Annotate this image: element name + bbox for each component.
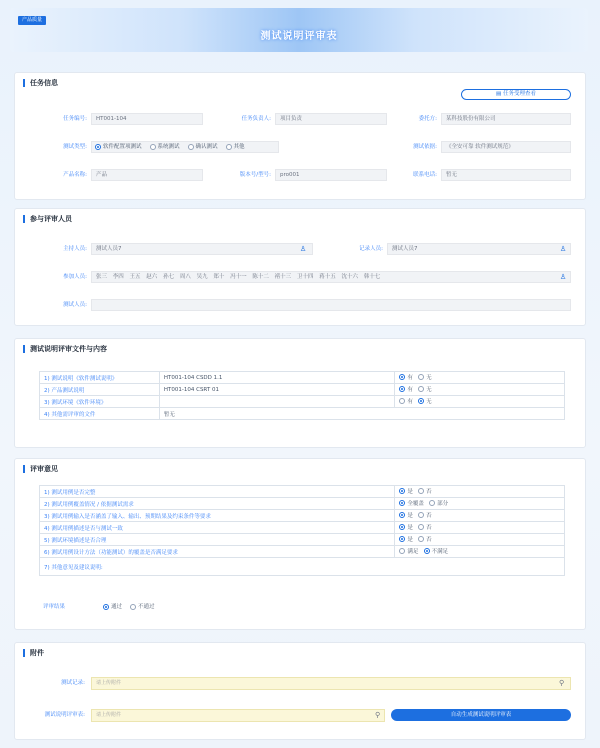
- table-row: [40, 534, 565, 546]
- doc-radio-no[interactable]: 无: [418, 373, 432, 381]
- doc-radio-yes[interactable]: 有: [399, 373, 413, 381]
- experts-field[interactable]: [91, 299, 571, 311]
- client-field[interactable]: 某科技股份有限公司: [441, 113, 571, 125]
- radio-icon: [130, 604, 136, 610]
- radio-icon: [399, 386, 405, 392]
- page-title: 测试说明评审表: [260, 31, 338, 42]
- opinion-label: 3) 测试用例输入是否涵盖了输入、输出、预期结果及约束条件等要求: [40, 510, 395, 522]
- test-record-upload[interactable]: 请上传附件: [91, 677, 571, 690]
- documents-card: [14, 338, 586, 448]
- participants-card: [14, 208, 586, 326]
- opinion-radio[interactable]: 满足: [399, 547, 418, 555]
- contact-field[interactable]: 暂无: [441, 169, 571, 181]
- opinion-radio-cell: [395, 510, 565, 522]
- doc-radio-no[interactable]: 无: [418, 397, 432, 405]
- recorder-label: 记录人员:: [359, 246, 383, 252]
- doc-radio-no[interactable]: 无: [418, 385, 432, 393]
- basis-label: 测试依据:: [413, 144, 437, 150]
- doc-label: 3) 测试环境《软件环境》: [40, 396, 160, 408]
- result-pass-radio[interactable]: 通过: [103, 601, 122, 613]
- paperclip-icon[interactable]: ⚲: [375, 711, 381, 719]
- section-title-documents: 测试说明评审文件与内容: [23, 345, 107, 353]
- table-row: [40, 558, 565, 576]
- radio-icon: [399, 398, 405, 404]
- doc-value[interactable]: HT001-104 CSRT 01: [159, 384, 394, 396]
- experts-label: 测试人员:: [63, 302, 87, 308]
- chair-label: 主持人员:: [63, 246, 87, 252]
- opinion-radio[interactable]: 是: [399, 487, 413, 495]
- opinion-label: 5) 测试环境描述是否合理: [40, 534, 395, 546]
- opinion-radio[interactable]: 是: [399, 511, 413, 519]
- user-select-icon[interactable]: ♙: [559, 273, 567, 281]
- contact-label: 联系电话:: [413, 172, 437, 178]
- radio-icon: [103, 604, 109, 610]
- radio-icon: [424, 548, 430, 554]
- task-view-button-label: 任务受理查看: [502, 91, 536, 97]
- client-label: 委托方:: [418, 116, 437, 122]
- test-type-option[interactable]: 确认测试: [188, 141, 218, 153]
- doc-value[interactable]: 暂无: [159, 408, 564, 420]
- opinion-radio[interactable]: 全覆盖: [399, 499, 424, 507]
- generate-review-button[interactable]: 自动生成测试说明评审表: [391, 709, 571, 721]
- test-type-label: 测试类型:: [63, 144, 87, 150]
- radio-icon: [226, 144, 232, 150]
- radio-icon: [399, 536, 405, 542]
- review-label: 测试说明评审表:: [44, 712, 85, 718]
- table-row: [40, 498, 565, 510]
- radio-icon: [188, 144, 194, 150]
- doc-radio-yes[interactable]: 有: [399, 385, 413, 393]
- result-fail-radio[interactable]: 不通过: [130, 601, 155, 613]
- product-field[interactable]: 产品: [91, 169, 203, 181]
- paperclip-icon[interactable]: ⚲: [559, 679, 565, 687]
- radio-icon: [418, 386, 424, 392]
- table-row: [40, 384, 565, 396]
- user-select-icon[interactable]: ♙: [299, 245, 307, 253]
- basis-field[interactable]: 《全安可靠 软件测试规范》: [441, 141, 571, 153]
- table-row: [40, 396, 565, 408]
- table-row: [40, 510, 565, 522]
- doc-value[interactable]: HT001-104 CSDD 1.1: [159, 372, 394, 384]
- members-label: 参加人员:: [63, 274, 87, 280]
- doc-label: 2) 产品测试说明: [40, 384, 160, 396]
- opinion-radio[interactable]: 是: [399, 523, 413, 531]
- owner-label: 任务负责人:: [241, 116, 271, 122]
- review-upload[interactable]: 请上传附件: [91, 709, 385, 722]
- version-label: 版本号/型号:: [239, 172, 271, 178]
- radio-icon: [95, 144, 101, 150]
- section-title-task-info: 任务信息: [23, 79, 58, 87]
- task-info-card: [14, 72, 586, 200]
- radio-icon: [399, 500, 405, 506]
- table-row: [40, 372, 565, 384]
- doc-label: 1) 测试说明《软件测试说明》: [40, 372, 160, 384]
- opinion-label: 6) 测试用例设计方法（功能测试）的覆盖是否满足要求: [40, 546, 395, 558]
- table-row: [40, 546, 565, 558]
- radio-icon: [399, 488, 405, 494]
- opinion-radio-cell: [395, 522, 565, 534]
- user-select-icon[interactable]: ♙: [559, 245, 567, 253]
- result-label: 评审结果: [43, 604, 66, 610]
- radio-icon: [429, 500, 435, 506]
- section-title-participants: 参与评审人员: [23, 215, 72, 223]
- doc-value[interactable]: [159, 396, 394, 408]
- opinion-radio[interactable]: 不满足: [424, 547, 449, 555]
- table-row: [40, 522, 565, 534]
- documents-table: [39, 371, 565, 420]
- test-type-option[interactable]: 系统测试: [150, 141, 180, 153]
- radio-icon: [418, 488, 424, 494]
- radio-icon: [399, 512, 405, 518]
- radio-icon: [399, 374, 405, 380]
- test-type-option[interactable]: 其他: [226, 141, 245, 153]
- radio-icon: [418, 536, 424, 542]
- version-field[interactable]: pro001: [275, 169, 387, 181]
- opinion-radio-cell: [395, 498, 565, 510]
- test-type-option[interactable]: 软件配置项测试: [95, 141, 142, 153]
- attachments-card: [14, 642, 586, 740]
- chair-field[interactable]: 测试人员7: [91, 243, 313, 255]
- opinion-radio-cell: [395, 534, 565, 546]
- opinion-label: 4) 测试用例描述是否与测试一致: [40, 522, 395, 534]
- header-tag: 产品质量: [18, 16, 46, 25]
- doc-radio-yes[interactable]: 有: [399, 397, 413, 405]
- table-row: [40, 408, 565, 420]
- radio-icon: [399, 524, 405, 530]
- opinion-radio[interactable]: 否: [418, 535, 432, 543]
- test-type-radios: [95, 141, 245, 153]
- task-no-field[interactable]: HT001-104: [91, 113, 203, 125]
- opinions-table: [39, 485, 565, 576]
- table-row: [40, 486, 565, 498]
- members-field[interactable]: 张三 李四 王五 赵六 孙七 周八 吴九 郑十 冯十一 陈十二 褚十三 卫十四 蒋十五 沈十六 韩十七: [91, 271, 571, 283]
- section-title-opinions: 评审意见: [23, 465, 58, 473]
- opinion-radio[interactable]: 否: [418, 523, 432, 531]
- opinion-radio[interactable]: 是: [399, 535, 413, 543]
- radio-icon: [399, 548, 405, 554]
- radio-icon: [418, 524, 424, 530]
- document-icon: ▤: [496, 91, 503, 97]
- doc-radio-cell: [395, 396, 565, 408]
- doc-radio-cell: [395, 384, 565, 396]
- opinion-radio[interactable]: 否: [418, 487, 432, 495]
- radio-icon: [418, 374, 424, 380]
- recorder-field[interactable]: 测试人员7: [387, 243, 571, 255]
- opinions-card: [14, 458, 586, 630]
- section-title-attachments: 附件: [23, 649, 44, 657]
- result-row: [43, 601, 155, 613]
- radio-icon: [418, 512, 424, 518]
- opinion-radio[interactable]: 否: [418, 511, 432, 519]
- test-record-label: 测试记录:: [61, 680, 85, 686]
- other-opinion-cell[interactable]: [40, 558, 565, 576]
- other-opinion-label: 7) 其他意见及建议说明:: [44, 564, 103, 571]
- opinion-radio-cell: [395, 486, 565, 498]
- opinion-label: 2) 测试用例覆盖情况 / 依据测试需求: [40, 498, 395, 510]
- page-header: [10, 8, 588, 52]
- task-view-button[interactable]: [461, 89, 571, 100]
- task-no-label: 任务编号:: [63, 116, 87, 122]
- owner-field[interactable]: 项目负责: [275, 113, 387, 125]
- product-label: 产品名称:: [63, 172, 87, 178]
- doc-label: 4) 其他需评审的文件: [40, 408, 160, 420]
- opinion-radio-cell: [395, 546, 565, 558]
- doc-radio-cell: [395, 372, 565, 384]
- opinion-label: 1) 测试用例是否完整: [40, 486, 395, 498]
- opinion-radio[interactable]: 部分: [429, 499, 448, 507]
- radio-icon: [150, 144, 156, 150]
- radio-icon: [418, 398, 424, 404]
